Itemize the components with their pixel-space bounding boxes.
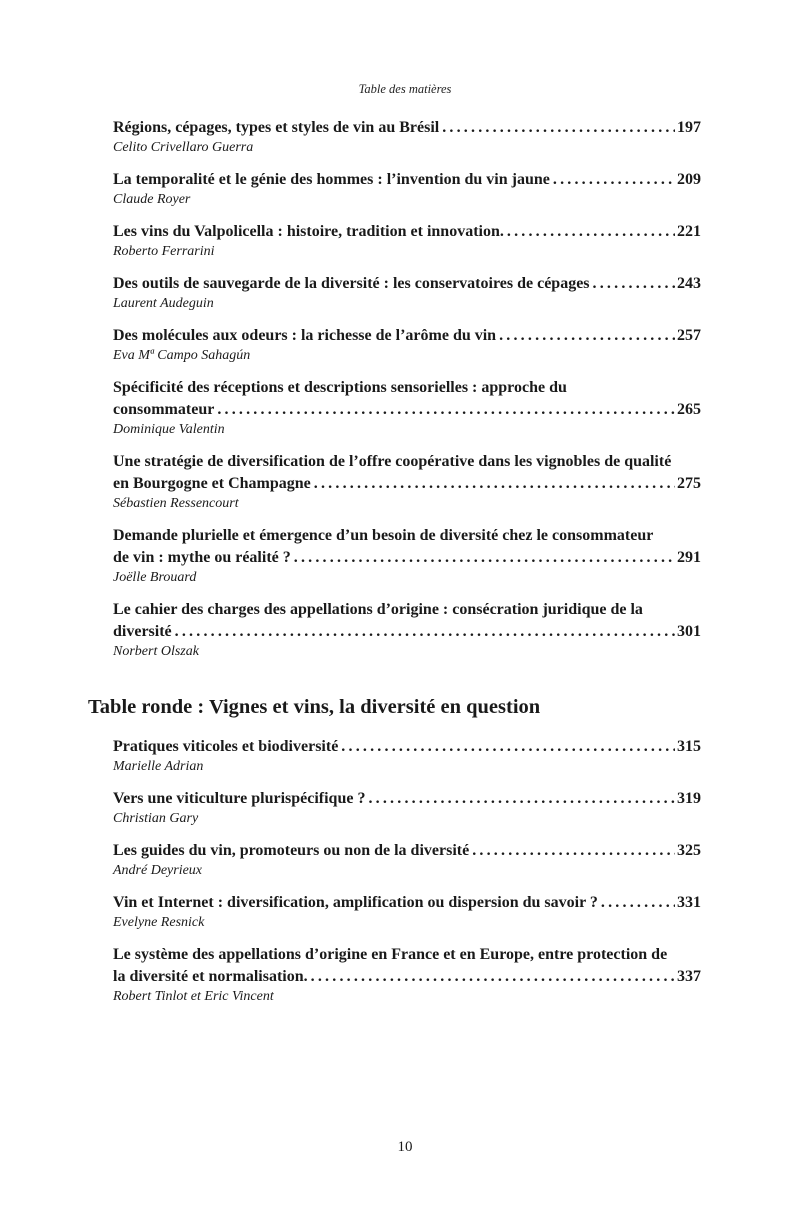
toc-entry[interactable] xyxy=(113,599,701,661)
entry-title-row xyxy=(113,966,701,988)
dot-leader xyxy=(442,117,675,139)
entry-page-number: 337 xyxy=(677,968,701,985)
toc-entry[interactable] xyxy=(113,221,701,261)
entry-title-row xyxy=(113,736,701,758)
entry-title: Régions, cépages, types et styles de vin au Brésil xyxy=(113,119,440,136)
toc-entry[interactable] xyxy=(113,736,701,776)
dot-leader xyxy=(217,399,675,421)
entry-title-row xyxy=(113,273,701,295)
toc-entry[interactable] xyxy=(113,788,701,828)
running-head: Table des matières xyxy=(358,82,452,96)
entry-page-number: 315 xyxy=(677,738,701,755)
dot-leader xyxy=(175,621,675,643)
dot-leader xyxy=(368,788,675,810)
entry-title: Les guides du vin, promoteurs ou non de la diversité xyxy=(113,842,470,859)
entry-title: diversité xyxy=(113,623,172,640)
entry-page-number: 221 xyxy=(677,223,701,240)
toc-entry[interactable] xyxy=(113,944,701,1006)
entry-page-number: 257 xyxy=(677,327,701,344)
entry-page-number: 325 xyxy=(677,842,701,859)
entry-title: Vin et Internet : diversification, amplification ou dispersion du savoir ? xyxy=(113,894,598,911)
entry-title: en Bourgogne et Champagne xyxy=(113,475,311,492)
entry-page-number: 197 xyxy=(677,119,701,136)
entry-title-row xyxy=(113,892,701,914)
entry-title: Les vins du Valpolicella : histoire, tradition et innovation. xyxy=(113,223,504,240)
entry-title-row xyxy=(113,473,701,495)
dot-leader xyxy=(553,169,675,191)
entry-title-row xyxy=(113,325,701,347)
entry-author: Marielle Adrian xyxy=(113,759,204,774)
toc-entry[interactable] xyxy=(113,892,701,932)
entry-title-line: Demande plurielle et émergence d’un besoin de diversité chez le consommateur xyxy=(113,527,654,544)
entry-title-row xyxy=(113,169,701,191)
entry-title-line: Le système des appellations d’origine en France et en Europe, entre protection de xyxy=(113,946,668,963)
entry-title: Des outils de sauvegarde de la diversité : les conservatoires de cépages xyxy=(113,275,590,292)
dot-leader xyxy=(499,325,675,347)
entry-page-number: 319 xyxy=(677,790,701,807)
entry-author: Robert Tinlot et Eric Vincent xyxy=(113,989,274,1004)
entry-page-number: 265 xyxy=(677,401,701,418)
entry-page-number: 291 xyxy=(677,549,701,566)
toc-group-2 xyxy=(113,736,701,1018)
entry-author: Sébastien Ressencourt xyxy=(113,496,239,511)
dot-leader xyxy=(314,473,675,495)
entry-author: Joëlle Brouard xyxy=(113,570,197,585)
entry-title: la diversité et normalisation. xyxy=(113,968,308,985)
entry-page-number: 275 xyxy=(677,475,701,492)
entry-author: Evelyne Resnick xyxy=(113,915,205,930)
entry-title-row xyxy=(113,547,701,569)
toc-entry[interactable] xyxy=(113,840,701,880)
entry-title-row xyxy=(113,117,701,139)
entry-author: Laurent Audeguin xyxy=(113,296,214,311)
entry-page-number: 301 xyxy=(677,623,701,640)
entry-page-number: 331 xyxy=(677,894,701,911)
entry-author: Christian Gary xyxy=(113,811,199,826)
entry-author: Claude Royer xyxy=(113,192,191,207)
entry-author: Norbert Olszak xyxy=(113,644,199,659)
entry-title-line: Le cahier des charges des appellations d’origine : consécration juridique de la xyxy=(113,601,643,618)
entry-title-line: Une stratégie de diversification de l’offre coopérative dans les vignobles de qualité xyxy=(113,453,672,470)
entry-author: André Deyrieux xyxy=(113,863,203,878)
entry-author: Roberto Ferrarini xyxy=(113,244,215,259)
entry-title: La temporalité et le génie des hommes : l’invention du vin jaune xyxy=(113,171,550,188)
toc-entry[interactable] xyxy=(113,169,701,209)
dot-leader xyxy=(601,892,675,914)
dot-leader xyxy=(507,221,675,243)
entry-title-row xyxy=(113,221,701,243)
page-number: 10 xyxy=(397,1139,413,1155)
dot-leader xyxy=(472,840,675,862)
entry-title-row xyxy=(113,399,701,421)
entry-title: de vin : mythe ou réalité ? xyxy=(113,549,291,566)
toc-entry[interactable] xyxy=(113,525,701,587)
toc-entry[interactable] xyxy=(113,117,701,157)
entry-title-row xyxy=(113,788,701,810)
entry-title-row xyxy=(113,840,701,862)
toc-entry[interactable] xyxy=(113,377,701,439)
toc-entry[interactable] xyxy=(113,451,701,513)
entry-author: Celito Crivellaro Guerra xyxy=(113,140,254,155)
entry-title-line: Spécificité des réceptions et descriptions sensorielles : approche du xyxy=(113,379,567,396)
entry-page-number: 209 xyxy=(677,171,701,188)
entry-author: Eva Mª Campo Sahagún xyxy=(113,348,251,363)
dot-leader xyxy=(593,273,675,295)
dot-leader xyxy=(341,736,675,758)
toc-entry[interactable] xyxy=(113,325,701,365)
entry-page-number: 243 xyxy=(677,275,701,292)
dot-leader xyxy=(311,966,675,988)
entry-title: Pratiques viticoles et biodiversité xyxy=(113,738,339,755)
entry-title-row xyxy=(113,621,701,643)
entry-title: Des molécules aux odeurs : la richesse de l’arôme du vin xyxy=(113,327,497,344)
dot-leader xyxy=(294,547,675,569)
section-title: Table ronde : Vignes et vins, la diversité en question xyxy=(88,696,541,718)
entry-title: consommateur xyxy=(113,401,215,418)
entry-title: Vers une viticulture plurispécifique ? xyxy=(113,790,366,807)
entry-author: Dominique Valentin xyxy=(113,422,225,437)
toc-entry[interactable] xyxy=(113,273,701,313)
toc-group-1 xyxy=(113,117,701,673)
